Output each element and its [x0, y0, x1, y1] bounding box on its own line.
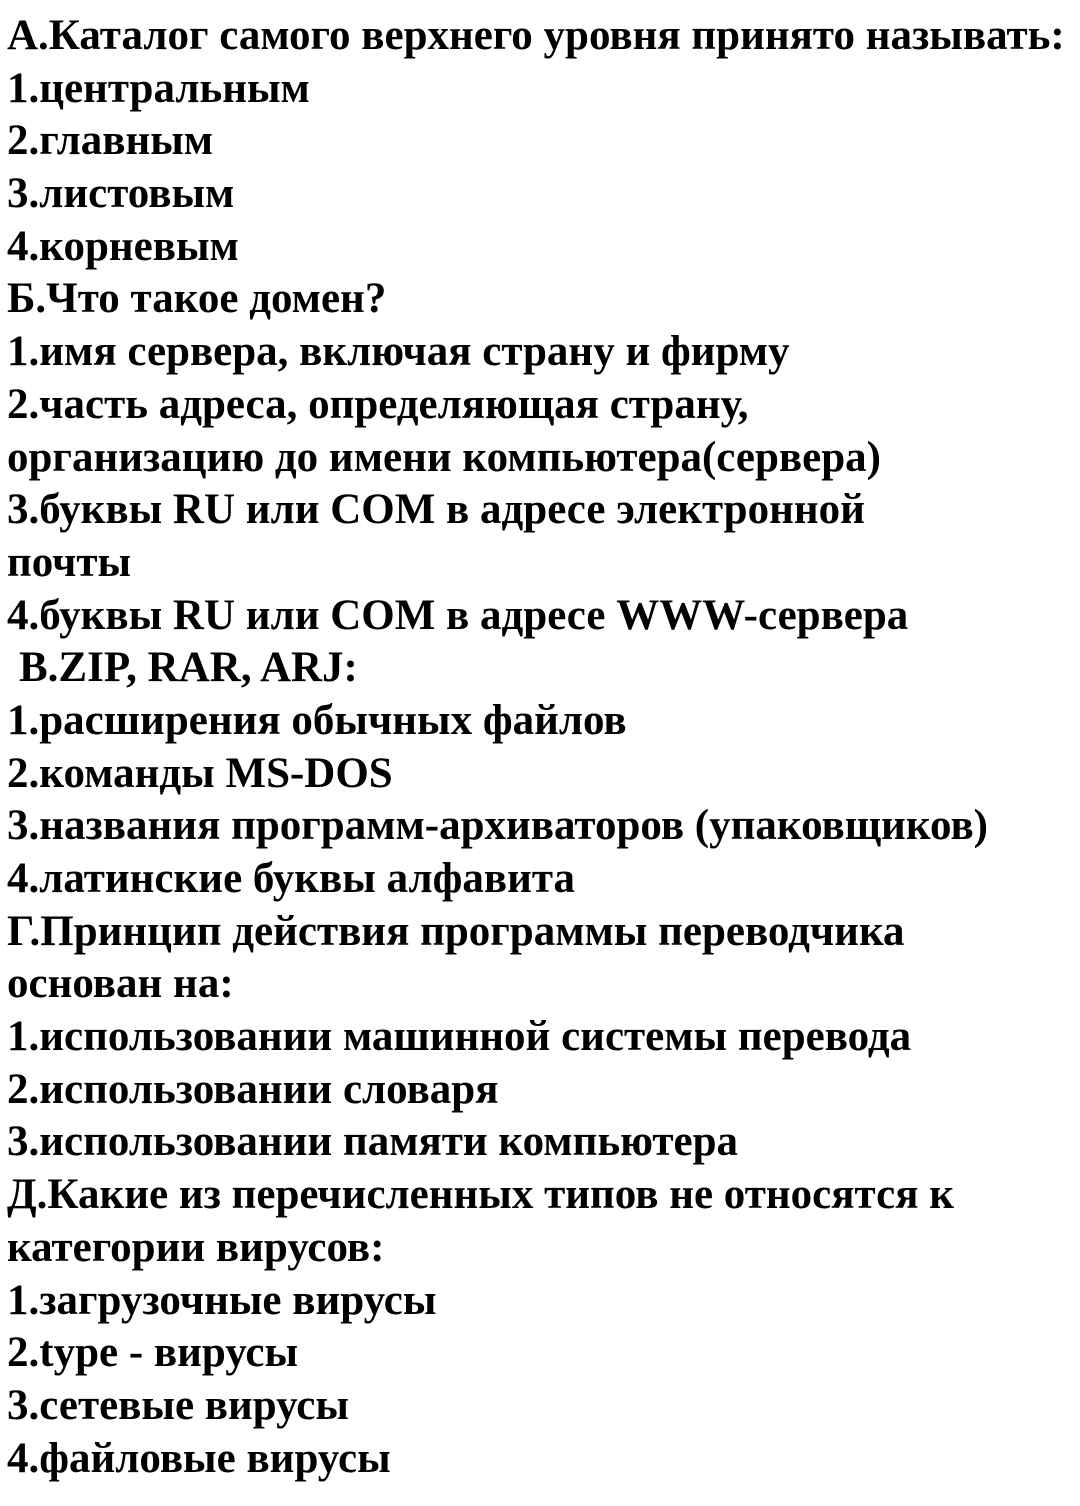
question-g	[7, 906, 1080, 1169]
question-b-prompt-line-1: Б.Что такое домен?	[7, 275, 387, 323]
question-b-option-1: 1.имя сервера, включая страну и фирму	[7, 328, 790, 376]
question-b	[7, 273, 1080, 642]
question-g-option-2: 2.использовании словаря	[7, 1065, 499, 1113]
question-d-prompt-line-2: категории вирусов:	[7, 1223, 385, 1271]
question-b-option-4: 4.буквы RU или COM в адресе WWW-сервера	[7, 591, 909, 639]
question-b-option-3-line-1: 3.буквы RU или COM в адресе электронной	[7, 486, 865, 534]
question-d-option-1: 1.загрузочные вирусы	[7, 1276, 437, 1324]
question-a-option-4: 4.корневым	[7, 222, 239, 270]
question-a	[7, 10, 1080, 273]
question-a-option-1: 1.центральным	[7, 64, 310, 112]
document	[7, 10, 1080, 1485]
question-b-option-3-line-2: почты	[7, 538, 132, 586]
question-v-option-2: 2.команды MS-DOS	[7, 749, 393, 797]
question-b-option-2-line-1: 2.часть адреса, определяющая страну,	[7, 380, 749, 428]
question-d-option-2: 2.type - вирусы	[7, 1329, 299, 1377]
question-b-option-2-line-2: организацию до имени компьютера(сервера)	[7, 433, 881, 481]
question-g-option-1: 1.использовании машинной системы перевода	[7, 1013, 912, 1061]
question-g-option-3: 3.использовании памяти компьютера	[7, 1118, 739, 1166]
question-a-option-2: 2.главным	[7, 117, 214, 165]
question-d-option-4: 4.файловые вирусы	[7, 1434, 391, 1482]
question-v-prompt-line-1: В.ZIP, RAR, ARJ:	[19, 644, 358, 692]
question-g-prompt-line-1: Г.Принцип действия программы переводчика	[7, 907, 905, 955]
question-a-option-3: 3.листовым	[7, 170, 235, 218]
question-d	[7, 1169, 1080, 1485]
question-d-option-3: 3.сетевые вирусы	[7, 1381, 349, 1429]
question-v-option-3: 3.названия программ-архиваторов (упаковщиков)	[7, 802, 989, 850]
question-d-prompt-line-1: Д.Какие из перечисленных типов не относятся к	[7, 1171, 955, 1219]
question-v-option-4: 4.латинские буквы алфавита	[7, 855, 575, 902]
question-a-prompt-line-1: А.Каталог самого верхнего уровня принято называть:	[7, 12, 1065, 59]
question-v	[7, 642, 1080, 905]
question-v-option-1: 1.расширения обычных файлов	[7, 696, 627, 744]
question-g-prompt-line-2: основан на:	[7, 960, 234, 1008]
